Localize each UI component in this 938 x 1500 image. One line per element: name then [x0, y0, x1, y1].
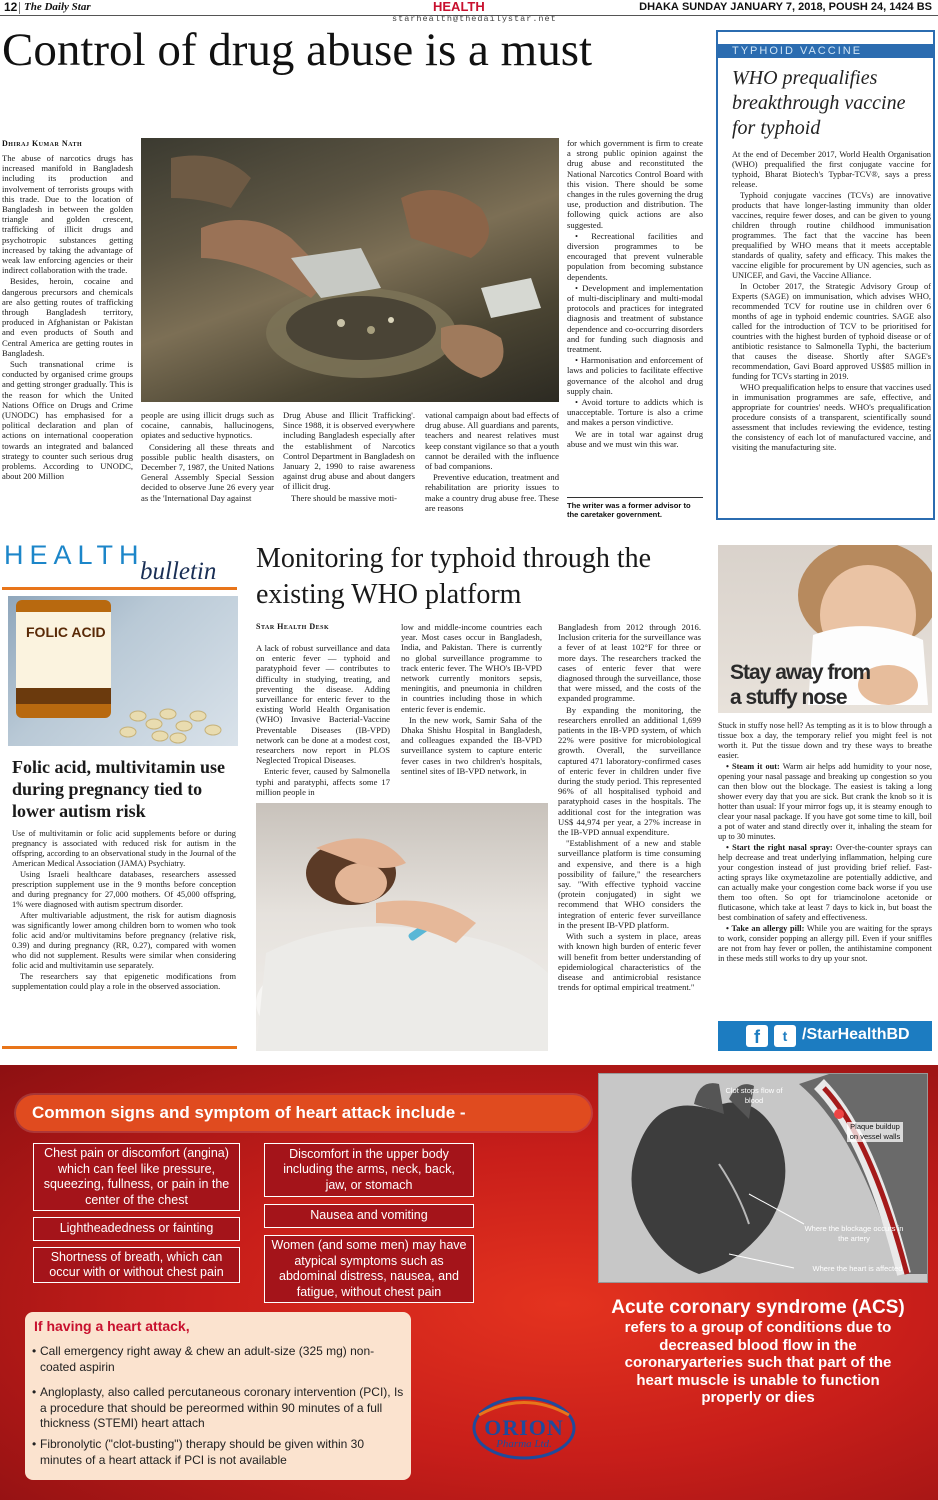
drug-footnote: The writer was a former advisor to the caretaker government. [567, 501, 691, 519]
bulletin-title-health: HEALTH [4, 540, 145, 570]
edition-date-text: SUNDAY JANUARY 7, 2018, POUSH 24, 1424 BS [681, 1, 932, 13]
if-heart-attack-item [34, 1437, 406, 1468]
paragraph: The researchers say that epigenetic modifications from supplementation could play a role in the observed association. [12, 972, 236, 991]
tip-lead: • Start the right nasal spray: [726, 843, 833, 852]
heart-ad-title: Common signs and symptom of heart attack include - [16, 1095, 591, 1131]
paragraph: Preventive education, treatment and rehabilitation are priority issues to make a country drug abuse free. These are reasons [425, 472, 559, 513]
if-heart-attack-item [34, 1344, 406, 1375]
symptom-box: Nausea and vomiting [264, 1204, 474, 1228]
typhoid-vaccine-box [716, 30, 935, 520]
label-clot: Clot stops flow of blood [725, 1086, 783, 1105]
folic-body [12, 829, 236, 993]
label-affected: Where the heart is affected [812, 1264, 903, 1273]
sick-woman-photo [256, 803, 548, 1051]
social-banner[interactable] [718, 1021, 932, 1051]
paragraph: Using Israeli healthcare databases, researchers assessed prescription supplement use in the 9 months before conception and during pregnancy for 27,000 mothers. Of 45,000 offspring, 1% were diagnosed with autism spectrum disorder. [12, 870, 236, 909]
paragraph: We are in total war against drug abuse and we must win this war. [567, 428, 703, 449]
monitoring-col-1 [256, 643, 390, 798]
monitoring-col-3 [558, 622, 701, 993]
folic-photo [8, 596, 238, 746]
acs-text [588, 1296, 928, 1407]
section-email: starhealth@thedailystar.net [392, 14, 557, 24]
paragraph: • Avoid torture to addicts which is unacceptable. Torture is also a crime and makes a person vindictive. [567, 397, 703, 428]
drug-col-1 [2, 153, 133, 483]
paragraph: Bangladesh from 2012 through 2016. Inclusion criteria for the surveillance was a fever of at least 102°F for three or more days. The researchers tracked the cases of enteric fever that were diagnosed through the surveillance, those that were missed, and the costs of the expanded programme. [558, 622, 701, 704]
drug-col-4 [425, 410, 559, 514]
edition-city: DHAKA [639, 1, 679, 13]
paragraph: At the end of December 2017, World Health Organisation (WHO) prequalified the first conjugate vaccine for typhoid, Bharat Biotech's Typbar-TCV®, says a press release. [732, 150, 931, 189]
typhoid-headline: WHO prequalifies breakthrough vaccine for typhoid [732, 67, 906, 139]
tip-text: While you are waiting for the sprays to work, consider popping an allergy pill. Even if your sniffles are not from hay fever or pollen, the antihistamine component in these meds still works to dry up your snot. [718, 924, 932, 963]
paragraph [718, 924, 932, 964]
monitoring-byline: Star Health Desk [256, 622, 330, 631]
orion-logo [471, 1395, 577, 1461]
drug-byline: Dhiraj Kumar Nath [2, 139, 83, 148]
paragraph: for which government is firm to create a strong public opinion against the drug abuse and reconstituted the National Narcotics Control Board with this vision. There should be some changes in the rules governing the drug use, production and distribution. The following quick actions are also suggested. [567, 138, 703, 230]
typhoid-kicker: TYPHOID VACCINE [718, 44, 933, 58]
paragraph: Stuck in stuffy nose hell? As tempting as it is to blow through a tissue box a day, the temporary relief you might feel is not worth it. Put the tissue down and try these ways to breathe easier. [718, 721, 932, 760]
social-handle[interactable]: /StarHealthBD [802, 1026, 910, 1043]
stuffy-body [718, 721, 932, 965]
drug-col-3 [283, 410, 415, 504]
heart-diagram [598, 1073, 928, 1283]
paragraph: WHO prequalification helps to ensure that vaccines used in immunisation programmes are safe, effective, and appropriate for countries' needs. WHO's prequalification procedure consists of a transparent, scientifically sound assessment that includes reviewing the evidence, testing the consistency of each lot of manufactured vaccine, and visiting the manufacturing site. [732, 383, 931, 452]
paragraph [718, 843, 932, 923]
tip-lead: • Take an allergy pill: [726, 924, 805, 933]
if-heart-attack-box [25, 1312, 411, 1480]
if-heart-attack-title: If having a heart attack, [34, 1318, 190, 1334]
paper-name: The Daily Star [24, 1, 91, 13]
tip-text: Warm air helps add humidity to your nose, opening your nasal passage and breaking up congestion so you can then blow out the blockage. The easiest is taking a long shower every day that you are sick. But crank the knob so it is hotter than usual: If your mirror fogs up, it is steamy enough to clear your nasal package. If you have got some time to kill, boil a pot of water and stand directly over it, inhaling the steam for up to 30 minutes. [718, 762, 932, 841]
page-number: 12 [4, 0, 18, 14]
acs-body: refers to a group of conditions due to decreased blood flow in the coronaryarteries such that part of the heart muscle is unable to function properly or dies [624, 1319, 892, 1406]
typhoid-body [732, 150, 931, 454]
masthead-divider [19, 2, 20, 14]
bulletin-title-bulletin: bulletin [140, 558, 217, 585]
paragraph: • Development and implementation of multi-disciplinary and multi-modal protocols and practices for integrated diagnosis and treatment of substance dependence and co-occurring disorders and for funding such diagnosis and treatment. [567, 282, 703, 355]
paragraph: In October 2017, the Strategic Advisory Group of Experts (SAGE) on immunisation, which advises WHO, recommended TCV for routine use in children over 6 months of age in typhoid endemic countries. SAGE also called for the introduction of TCV to be prioritised for countries with the highest burden of typhoid disease or of antibiotic resistance to Salmonella Typhi, the bacterium that causes the disease. Shortly after SAGE's recommendation, Gavi Board approved US$85 million in funding for TCVs starting in 2019. [732, 282, 931, 381]
paragraph: Use of multivitamin or folic acid supplements before or during pregnancy is associated with reduced risk for autism in the offspring, according to an observational study in the Journal of the American Medical Association (JAMA) Psychiatry. [12, 829, 236, 868]
monitoring-col-2 [401, 622, 542, 777]
if-item-text: • Fibronolytic ("clot-busting") therapy should be given within 30 minutes of a heart attack if PCI is not available [40, 1437, 365, 1467]
if-heart-attack-item [34, 1385, 406, 1432]
paragraph: By expanding the monitoring, the researchers enrolled an additional 1,699 patients in the IB-VPD system, of which 22% were positive for microbiological growth. Overall, the surveillance captured 471 laboratory-confirmed cases of enteric fever in children under five during the study period. This represented 96% of all hospitalised typhoid and paratyphoid cases in the hospitals. The additional cost for the integration was US$ 44,974 per year, a 27% increase in the IB-VPD annual expenditure. [558, 704, 701, 838]
symptom-box: Lightheadedness or fainting [33, 1217, 240, 1241]
facebook-icon[interactable]: f [746, 1025, 768, 1047]
drug-photo [141, 138, 559, 402]
paragraph: Enteric fever, caused by Salmonella typhi and paratyphi, affects some 17 million people in [256, 766, 390, 797]
folic-headline: Folic acid, multivitamin use during pregnancy tied to lower autism risk [12, 757, 225, 821]
stuffy-caption-line-1: Stay away from [730, 661, 871, 684]
paragraph: "Establishment of a new and stable surveillance platform is time consuming and expensive, and there is a high possibility of failure," the researchers say. "With effective typhoid vaccine (protein conjugated) in sight we recommend that WHO considers the integration of enteric fever surveillance in the present IB-VPD platform. [558, 838, 701, 930]
paragraph: After multivariable adjustment, the risk for autism diagnosis was significantly lower among children born to women who took folic acid and/or multivitamins before pregnancy (relative risk, 0.39) and during pregnancy (RR, 0.27), compared with women who did not supplement. Results were similar when considering folic acid and multivitamin use separately. [12, 911, 236, 970]
bulletin-rule [2, 587, 237, 590]
symptom-box: Women (and some men) may have atypical symptoms such as abdominal distress, nausea, and fatigue, without chest pain [264, 1235, 474, 1303]
paragraph: A lack of robust surveillance and data on enteric fever — typhoid and paratyphoid fever — contributes to difficulty in studying, treating, and preventing the disease. Adding surveillance for enteric fever to the existing World Health Organisation (WHO) Invasive Bacterial-Vaccine Preventable Diseases (IB-VPD) network can be done at a modest cost, researchers now report in PLOS Neglected Tropical Diseases. [256, 643, 390, 766]
paragraph: Typhoid conjugate vaccines (TCVs) are innovative products that have longer-lasting immunity than older vaccines, require fewer doses, and can be given to young children through routine childhood immunisation programmes. The fact that the vaccine has been prequalified by WHO means that it meets acceptable standards of quality, safety and efficacy. This makes the vaccine eligible for procurement by UN agencies, such as UNICEF, and Gavi, the Vaccine Alliance. [732, 191, 931, 280]
paragraph: Drug Abuse and Illicit Trafficking'. Since 1988, it is observed everywhere including Bangladesh especially after the establishment of Narcotics Control Department in Bangladesh on January 2, 1990 to raise awareness against drug abuse and about dangers of illicit drug. [283, 410, 415, 492]
symptom-box: Chest pain or discomfort (angina) which can feel like pressure, squeezing, fullness, or pain in the center of the chest [33, 1143, 240, 1211]
if-item-text: • Angloplasty, also called percutaneous coronary intervention (PCI), Is a procedure that should be pereormed within 90 minutes of a full thickness (STEMI) heart attach [40, 1385, 404, 1430]
paragraph: Besides, heroin, cocaine and dangerous precursors and chemicals are also getting routes of trafficking through Bangladesh territory, produced in Afghanistan or Pakistan and even products of South and Central America are getting routes in Bangladesh. [2, 276, 133, 358]
bulletin-bottom-rule [2, 1046, 237, 1049]
paragraph: • Recreational facilities and diversion programmes to be encouraged that prevent vulnerable population from becoming substance dependents. [567, 230, 703, 282]
section-title: HEALTH [433, 0, 485, 14]
woman-in-bed-image [256, 803, 548, 1051]
paragraph: people are using illicit drugs such as cocaine, cannabis, hallucinogens, opiates and seductive hypnotics. [141, 410, 274, 441]
paragraph: vational campaign about bad effects of drug abuse. All guardians and parents, teachers and nearest relatives must keep constant vigilance so that a youth cannot be derailed with the influence of bad companions. [425, 410, 559, 472]
acs-title: Acute coronary syndrome (ACS) [611, 1297, 905, 1318]
paragraph: There should be massive moti- [291, 492, 397, 503]
paragraph: With such a system in place, areas with known high burden of enteric fever will benefit from better understanding of epidemiological characteristics of the disease and antimicrobial resistance trends for optimal empirical treatment." [558, 931, 701, 993]
bottle-label: FOLIC ACID [26, 624, 106, 640]
paragraph [718, 762, 932, 842]
pill-bottle-image [8, 596, 238, 746]
monitoring-headline: Monitoring for typhoid through the existing WHO platform [256, 543, 652, 610]
edition-date [639, 1, 932, 13]
paragraph: • Harmonisation and enforcement of laws and policies to facilitate effective governance of the alcohol and drug supply chain. [567, 355, 703, 396]
label-blockage: Where the blockage occurs in the artery [804, 1224, 904, 1243]
paragraph: In the new work, Samir Saha of the Dhaka Shishu Hospital in Bangladesh, and colleagues expanded the IB-VPD surveillance system to capture enteric fever cases in two children's hospitals, sentinel sites of IB-VPD network, in [401, 714, 542, 776]
paragraph: low and middle-income countries each year. Most cases occur in Bangladesh, India, and Pakistan. There is currently no global surveillance programme to track enteric fever. The WHO's IB-VPD network currently monitors sepsis, meningitis, and pneumonia in children in countries including those in which enteric fever is endemic. [401, 622, 542, 714]
tip-text: Over-the-counter sprays can help decrease and treat underlying inflammation, helping cure your congestion instead of just providing brief relief. Fast-acting sprays like oxymetazoline are potentially addictive, and can actually make your congestion come back worse if you use them too often. So opt for triamcinolone acetonide or fluticasone, which take at least 7 days to kick in, but boast the best combination of safety and effectiveness. [718, 843, 932, 922]
footnote-rule [567, 497, 703, 498]
paragraph: Considering all these threats and possible public health disasters, on December 7, 1987, the United Nations General Assembly Special Session decided to observe June 26 every year as the 'International Day against [141, 441, 274, 503]
orion-wordmark: ORION [484, 1415, 564, 1440]
symptom-box: Discomfort in the upper body including the arms, neck, back, jaw, or stomach [264, 1143, 474, 1197]
drug-col-5 [567, 138, 703, 450]
paragraph: The abuse of narcotics drugs has increased manifold in Bangladesh including its production and involvement of terrorists groups with this trade. Due to the location of Bangladesh in between the golden triangle and golden crescent, trafficking of illicit drugs and psychotropic substances getting increased by taking the advantage of weak law enforcing agencies or their indirect collaboration with the trade. [2, 153, 133, 276]
drug-col-2 [141, 410, 274, 504]
stuffy-photo-caption [730, 660, 870, 710]
drug-headline: Control of drug abuse is a must [2, 24, 593, 76]
paragraph: Such transnational crime is conducted by organised crime groups and getting stronger gradually. This is the reason for which the United Nations Office on Drugs and Crime (UNODC) has emphasised for a political declaration and plan of actions on international cooperation towards an integrated and balanced strategy to counter such serious drug problems. According to UNODC, about 200 Million [2, 359, 133, 482]
if-item-text: • Call emergency right away & chew an adult-size (325 mg) non-coated aspirin [40, 1344, 375, 1374]
label-plaque: Plaque buildup on vessel walls [847, 1122, 903, 1142]
twitter-icon[interactable]: t [774, 1025, 796, 1047]
stuffy-caption-line-2: a stuffy nose [730, 686, 847, 709]
hands-foil-image [141, 138, 559, 402]
tip-lead: • Steam it out: [726, 762, 780, 771]
symptom-box: Shortness of breath, which can occur with or without chest pain [33, 1247, 240, 1283]
orion-subtitle: Pharma Ltd. [496, 1438, 552, 1450]
